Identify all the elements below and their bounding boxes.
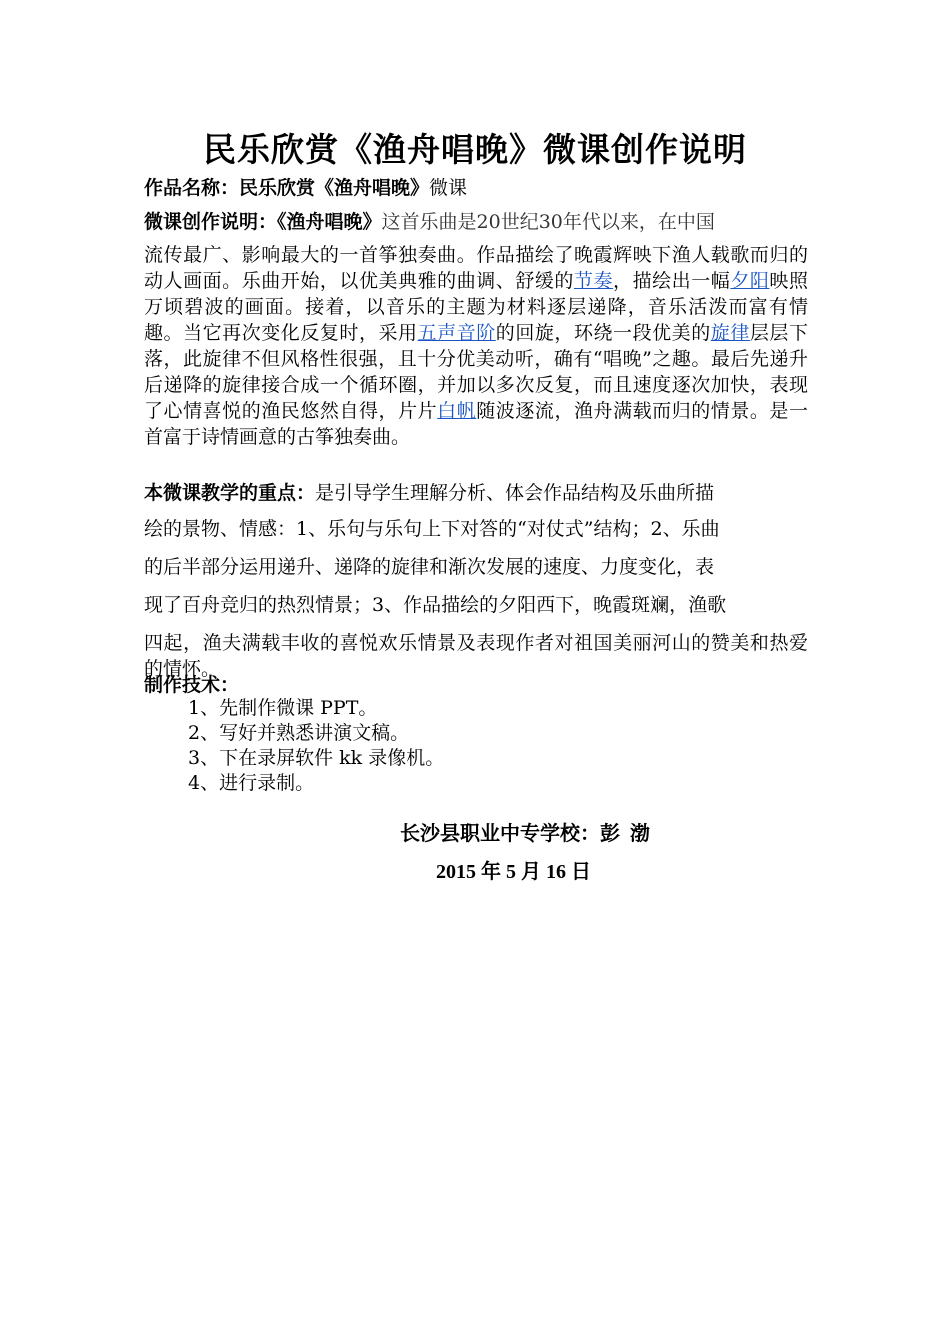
key-points-line3: 的后半部分运用递升、递降的旋律和渐次发展的速度、力度变化，表 bbox=[144, 556, 715, 578]
work-name-value: 微课 bbox=[429, 177, 468, 199]
description-text: 层层下落，此旋律不但风格性很强，且十分优美动听，确有“唱晚”之趣。最后先递升后递降的旋律接合成一个循环圈，并加以多次反复，而且速度逐次加快，表现了心情喜悦的渔民悠然自得，片片 bbox=[144, 322, 808, 422]
list-item: 4、进行录制。 bbox=[188, 772, 315, 794]
description-text: ，描绘出一幅 bbox=[613, 270, 731, 292]
link-rhythm[interactable]: 节奏 bbox=[573, 270, 614, 292]
key-points-line4: 现了百舟竞归的热烈情景；3、作品描绘的夕阳西下，晚霞斑斓，渔歌 bbox=[144, 594, 727, 616]
technique-label: 制作技术： bbox=[144, 674, 240, 696]
link-white-sail[interactable]: 白帆 bbox=[437, 400, 477, 422]
description-label: 微课创作说明：《渔舟唱晚》 bbox=[144, 211, 382, 233]
key-points-line2: 绘的景物、情感：1、乐句与乐句上下对答的“对仗式”结构；2、乐曲 bbox=[144, 518, 720, 540]
link-pentatonic-scale[interactable]: 五声音阶 bbox=[417, 322, 496, 344]
description-text: 随波逐流，渔舟满载而归的情景。是一首富于诗情画意的古筝独奏曲。 bbox=[144, 400, 808, 448]
description-text: 映照万顷碧波的画面。接着，以音乐的主题为材料逐层递降，音乐活泼而富有情趣。当它再次变化反复时，采用 bbox=[144, 270, 808, 344]
list-item: 3、下在录屏软件 kk 录像机。 bbox=[188, 747, 445, 769]
author-signature: 长沙县职业中专学校：彭 渤 bbox=[400, 823, 650, 845]
list-item: 2、写好并熟悉讲演文稿。 bbox=[188, 722, 410, 744]
description-text: 的回旋，环绕一段优美的 bbox=[495, 322, 711, 344]
description-first-line bbox=[144, 206, 808, 238]
description-text: 流传最广、影响最大的一首筝独奏曲。作品描绘了晚霞辉映下渔人载歌而归的动人画面。乐曲开始，以优美典雅的曲调、舒缓的 bbox=[144, 244, 808, 292]
document-date: 2015 年 5 月 16 日 bbox=[436, 861, 591, 883]
key-points-line5: 四起，渔夫满载丰收的喜悦欢乐情景及表现作者对祖国美丽河山的赞美和热爱的情怀。 bbox=[144, 632, 808, 680]
technique-heading bbox=[144, 672, 808, 698]
key-points-line1: 是引导学生理解分析、体会作品结构及乐曲所描 bbox=[315, 482, 715, 504]
document-title: 民乐欣赏《渔舟唱晚》微课创作说明 bbox=[203, 130, 747, 169]
work-name-label: 作品名称：民乐欣赏《渔舟唱晚》 bbox=[144, 177, 430, 199]
description-line1: 这首乐曲是20世纪30年代以来，在中国 bbox=[381, 211, 715, 233]
description-paragraph bbox=[144, 206, 808, 450]
key-points-label: 本微课教学的重点： bbox=[144, 482, 316, 504]
link-melody[interactable]: 旋律 bbox=[710, 322, 750, 344]
list-item: 1、先制作微课 PPT。 bbox=[188, 697, 378, 719]
technique-steps-list bbox=[188, 696, 444, 796]
key-points-first-line bbox=[144, 476, 808, 510]
work-name-line bbox=[144, 173, 808, 203]
key-points-paragraph bbox=[144, 476, 808, 682]
link-sunset[interactable]: 夕阳 bbox=[730, 270, 770, 292]
